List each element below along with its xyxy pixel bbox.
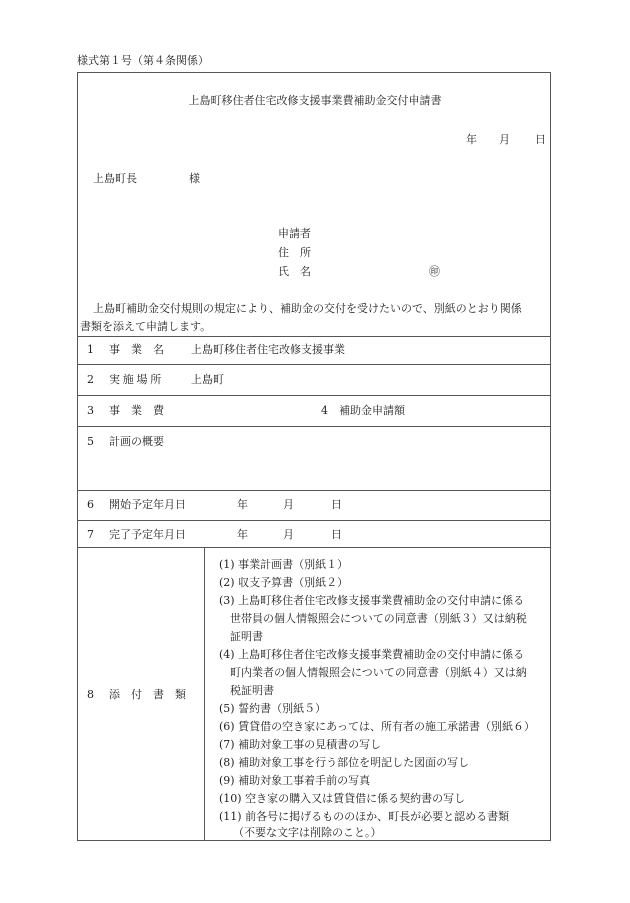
applicant-name-label: 氏 名 [278,265,311,278]
list-item: (9) 補助対象工事着手前の写真 [219,774,371,787]
date-day: 日 [535,133,546,146]
row-number: 5 [87,435,94,448]
row-label-plan-overview: 計画の概要 [109,435,164,448]
request-text-line1: 上島町補助金交付規則の規定により、補助金の交付を受けたいので、別紙のとおり関係 [93,302,522,315]
end-month: 月 [283,528,294,541]
list-item: 税証明書 [230,684,274,697]
start-day: 日 [331,498,342,511]
addressee-name: 上島町長 [93,172,137,185]
start-year: 年 [237,498,248,511]
list-item: (10) 空き家の購入又は賃貸借に係る契約書の写し [219,792,466,805]
list-item: (1) 事業計画書（別紙１） [219,558,349,571]
end-day: 日 [331,528,342,541]
table-line [77,395,551,396]
table-line [77,490,551,491]
row-value-project-name: 上島町移住者住宅改修支援事業 [191,343,345,356]
table-divider [204,547,205,841]
table-line [77,520,551,521]
end-year: 年 [237,528,248,541]
applicant-label: 申請者 [278,227,311,240]
form-title: 上島町移住者住宅改修支援事業費補助金交付申請書 [188,94,442,107]
row-label-project-name: 事 業 名 [109,343,164,356]
seal-mark: ㊞ [429,265,440,278]
row-label-subsidy-amount: 4 補助金申請額 [321,404,405,417]
table-line [77,336,551,337]
list-item: (5) 誓約書（別紙５） [219,702,327,715]
row-number: 3 [87,404,94,417]
table-line [77,364,551,365]
addressee-honorific: 様 [189,172,200,185]
list-item-note: （不要な文字は削除のこと。） [233,826,382,839]
row-label-location: 実施場所 [109,373,164,386]
list-item: (4) 上島町移住者住宅改修支援事業費補助金の交付申請に係る [219,648,525,661]
list-item: 世帯員の個人情報照会についての同意書（別紙３）又は納税 [230,612,527,625]
list-item: (8) 補助対象工事を行う部位を明記した図面の写し [219,756,470,769]
row-number: 6 [87,498,94,511]
row-number: 2 [87,373,94,386]
list-item: 証明書 [230,630,263,643]
request-text-line2: 書類を添えて申請します。 [80,320,212,333]
applicant-address-label: 住 所 [278,246,311,259]
date-month: 月 [499,133,510,146]
row-label-attachments: 添 付 書 類 [109,688,186,701]
list-item: (3) 上島町移住者住宅改修支援事業費補助金の交付申請に係る [219,594,525,607]
row-number: 7 [87,528,94,541]
form-number: 様式第１号（第４条関係） [77,54,209,67]
list-item: (7) 補助対象工事の見積書の写し [219,738,382,751]
table-line [77,426,551,427]
list-item: (11) 前各号に掲げるもののほか、町長が必要と認める書類 [219,810,510,823]
row-label-project-cost: 事 業 費 [109,404,164,417]
start-month: 月 [283,498,294,511]
date-year: 年 [466,133,477,146]
list-item: 町内業者の個人情報照会についての同意書（別紙４）又は納 [230,666,527,679]
row-value-location: 上島町 [191,373,224,386]
list-item: (6) 賃貸借の空き家にあっては、所有者の施工承諾書（別紙６） [219,720,535,733]
row-number: 1 [87,343,94,356]
row-number: 8 [87,688,94,701]
row-label-end-date: 完了予定年月日 [109,528,186,541]
table-line [77,547,551,548]
list-item: (2) 収支予算書（別紙２） [219,576,349,589]
row-label-start-date: 開始予定年月日 [109,498,186,511]
